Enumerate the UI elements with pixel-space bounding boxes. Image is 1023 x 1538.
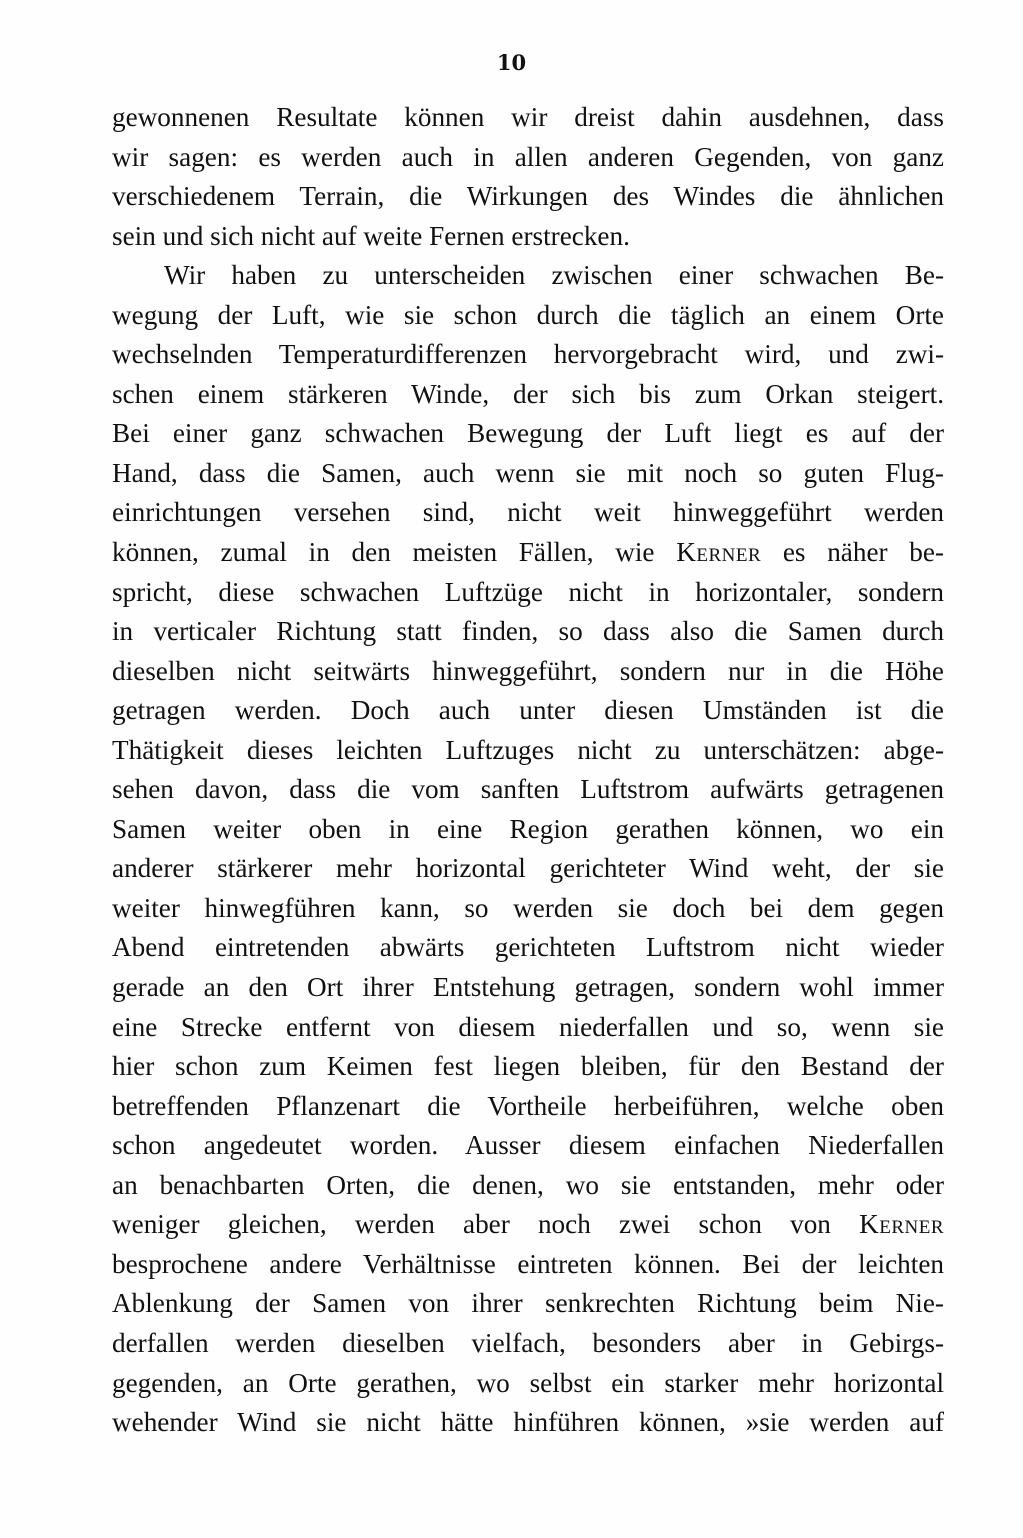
text-line: wir sagen: es werden auch in allen anderen Gegenden, von ganz [112, 141, 944, 172]
text-line: Bei einer ganz schwachen Bewegung der Luft liegt es auf der [112, 418, 944, 449]
text-line: Abend eintretenden abwärts gerichteten Luftstrom nicht wieder [112, 932, 944, 963]
text-line: besprochene andere Verhältnisse eintreten können. Bei der leichten [112, 1248, 944, 1279]
text-line: an benachbarten Orten, die denen, wo sie entstanden, mehr oder [112, 1169, 944, 1200]
text-fragment: es näher be- [761, 537, 944, 568]
text-line: dieselben nicht seitwärts hinweggeführt, sondern nur in die Höhe [112, 655, 944, 686]
text-line [112, 1205, 944, 1245]
text-line: weiter hinwegführen kann, so werden sie doch bei dem gegen [112, 892, 944, 923]
text-line: gerade an den Ort ihrer Entstehung getragen, sondern wohl immer [112, 972, 944, 1003]
text-fragment: können, zumal in den meisten Fällen, wie [112, 537, 677, 568]
text-line: verschiedenem Terrain, die Wirkungen des Windes die ähnlichen [112, 181, 944, 212]
text-line: wechselnden Temperaturdifferenzen hervorgebracht wird, und zwi- [112, 339, 944, 370]
text-line: Samen weiter oben in eine Region gerathen können, wo ein [112, 813, 944, 844]
body-text [112, 98, 944, 1443]
text-line: in verticaler Richtung statt finden, so dass also die Samen durch [112, 616, 944, 647]
text-line: hier schon zum Keimen fest liegen bleiben, für den Bestand der [112, 1051, 944, 1082]
text-line: schen einem stärkeren Winde, der sich bis zum Orkan steigert. [112, 378, 944, 409]
text-line: gewonnenen Resultate können wir dreist dahin ausdehnen, dass [112, 102, 944, 132]
text-line: Hand, dass die Samen, auch wenn sie mit noch so guten Flug- [112, 457, 944, 488]
author-name: Kerner [859, 1209, 944, 1240]
text-line: wehender Wind sie nicht hätte hinführen können, »sie werden auf [112, 1407, 944, 1438]
text-line [112, 533, 944, 573]
text-line: gegenden, an Orte gerathen, wo selbst ein starker mehr horizontal [112, 1367, 944, 1398]
text-line: getragen werden. Doch auch unter diesen Umständen ist die [112, 695, 944, 726]
text-line: Thätigkeit dieses leichten Luftzuges nicht zu unterschätzen: abge- [112, 734, 944, 765]
text-line: wegung der Luft, wie sie schon durch die täglich an einem Orte [112, 299, 944, 330]
text-line: spricht, diese schwachen Luftzüge nicht in horizontaler, sondern [112, 576, 944, 607]
text-line: anderer stärkerer mehr horizontal gerichteter Wind weht, der sie [112, 853, 944, 884]
page-number: 10 [496, 50, 527, 75]
author-name: Kerner [676, 537, 762, 568]
text-line: schon angedeutet worden. Ausser diesem einfachen Niederfallen [112, 1130, 944, 1161]
text-line: einrichtungen versehen sind, nicht weit hinweggeführt werden [112, 497, 944, 528]
text-line: derfallen werden dieselben vielfach, besonders aber in Gebirgs- [112, 1327, 944, 1358]
text-line: Ablenkung der Samen von ihrer senkrechten Richtung beim Nie- [112, 1288, 944, 1319]
paragraph-first-line: Wir haben zu unterscheiden zwischen einer schwachen Be- [164, 260, 944, 291]
text-line: sein und sich nicht auf weite Fernen erstrecken. [112, 220, 630, 251]
text-line: sehen davon, dass die vom sanften Luftstrom aufwärts getragenen [112, 774, 944, 805]
text-fragment: weniger gleichen, werden aber noch zwei schon von [112, 1209, 860, 1240]
text-line: betreffenden Pflanzenart die Vortheile herbeiführen, welche oben [112, 1090, 944, 1121]
text-line: eine Strecke entfernt von diesem niederfallen und so, wenn sie [112, 1011, 944, 1042]
